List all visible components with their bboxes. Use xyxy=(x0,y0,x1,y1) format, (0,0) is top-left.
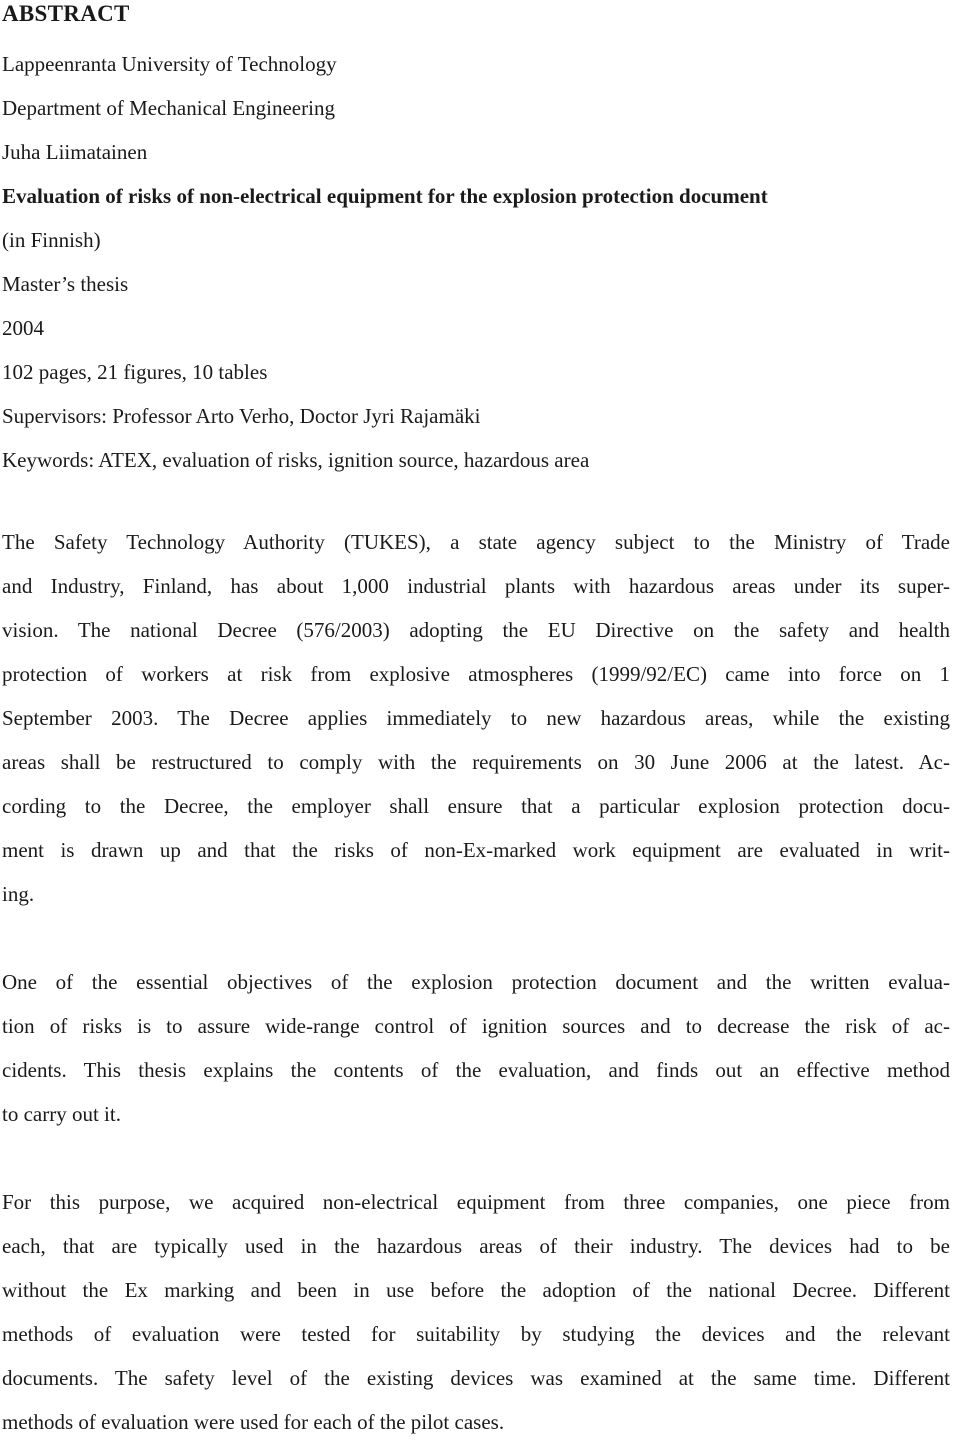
paragraph-line: vision. The national Decree (576/2003) adopting the EU Directive on the safety and health xyxy=(2,618,950,642)
paragraph-line: One of the essential objectives of the explosion protection document and the written evalua- xyxy=(2,970,950,994)
paragraph-line: For this purpose, we acquired non-electrical equipment from three companies, one piece from xyxy=(2,1190,950,1214)
thesis-supervisors: Supervisors: Professor Arto Verho, Doctor Jyri Rajamäki xyxy=(2,404,481,428)
paragraph-line: ment is drawn up and that the risks of non-Ex-marked work equipment are evaluated in writ- xyxy=(2,838,950,862)
department-name: Department of Mechanical Engineering xyxy=(2,96,335,120)
paragraph-line: ing. xyxy=(2,882,35,906)
paragraph-line: methods of evaluation were tested for suitability by studying the devices and the relevant xyxy=(2,1322,950,1346)
abstract-paragraph xyxy=(2,520,950,916)
paragraph-line: The Safety Technology Authority (TUKES), a state agency subject to the Ministry of Trade xyxy=(2,530,950,554)
paragraph-line: tion of risks is to assure wide-range control of ignition sources and to decrease the risk of ac- xyxy=(2,1014,950,1038)
paragraph-line: each, that are typically used in the hazardous areas of their industry. The devices had to be xyxy=(2,1234,950,1258)
paragraph-line: without the Ex marking and been in use before the adoption of the national Decree. Different xyxy=(2,1278,950,1302)
paragraph-line: methods of evaluation were used for each of the pilot cases. xyxy=(2,1410,505,1434)
author-name: Juha Liimatainen xyxy=(2,140,148,164)
paragraph-line: cording to the Decree, the employer shall ensure that a particular explosion protection docu- xyxy=(2,794,950,818)
paragraph-line: September 2003. The Decree applies immediately to new hazardous areas, while the existing xyxy=(2,706,950,730)
abstract-heading: ABSTRACT xyxy=(2,1,130,26)
paragraph-line: and Industry, Finland, has about 1,000 industrial plants with hazardous areas under its super- xyxy=(2,574,950,598)
paragraph-line: to carry out it. xyxy=(2,1102,121,1126)
thesis-extent: 102 pages, 21 figures, 10 tables xyxy=(2,360,268,384)
abstract-paragraph xyxy=(2,960,950,1136)
abstract-paragraph xyxy=(2,1180,950,1444)
university-name: Lappeenranta University of Technology xyxy=(2,52,337,76)
thesis-keywords: Keywords: ATEX, evaluation of risks, ignition source, hazardous area xyxy=(2,448,590,472)
thesis-language: (in Finnish) xyxy=(2,228,101,252)
thesis-type: Master’s thesis xyxy=(2,272,129,296)
paragraph-line: documents. The safety level of the existing devices was examined at the same time. Different xyxy=(2,1366,950,1390)
thesis-title: Evaluation of risks of non-electrical equipment for the explosion protection document xyxy=(2,184,768,208)
paragraph-line: cidents. This thesis explains the contents of the evaluation, and finds out an effective method xyxy=(2,1058,950,1082)
thesis-metadata xyxy=(2,42,768,482)
thesis-year: 2004 xyxy=(2,316,44,340)
paragraph-line: areas shall be restructured to comply with the requirements on 30 June 2006 at the latest. Ac- xyxy=(2,750,950,774)
paragraph-line: protection of workers at risk from explosive atmospheres (1999/92/EC) came into force on 1 xyxy=(2,662,950,686)
